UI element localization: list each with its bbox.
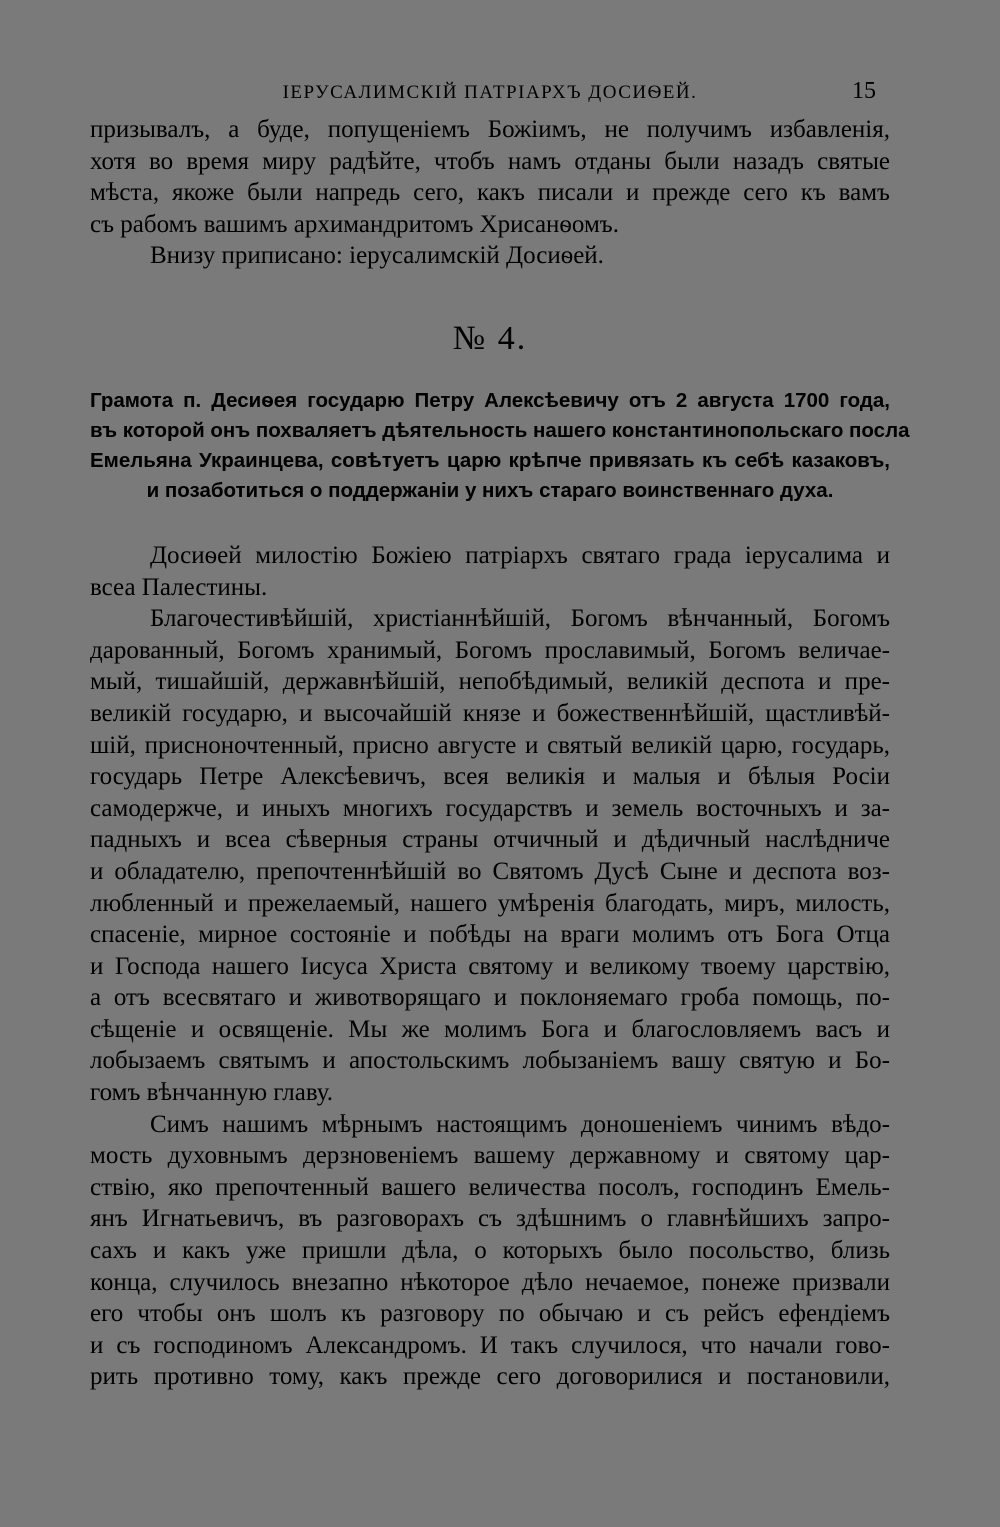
titles-paragraph <box>90 603 890 1109</box>
section-number: № 4. <box>452 319 528 357</box>
text-line: и Господа нашего Іисуса Христа святому и великому твоему царствію, <box>90 952 890 980</box>
text-line: Досиѳей милостію Божіею патріархъ святаго града іерусалима и <box>150 541 890 569</box>
summary-line: Емельяна Украинцева, совѣтуетъ царю крѣпче привязать къ себѣ казаковъ, <box>90 448 890 472</box>
text-line: его чтобы онъ шолъ къ разговору по обычаю и съ рейсъ ефендіемъ <box>90 1300 890 1328</box>
document-summary <box>90 386 910 506</box>
salutation-paragraph <box>90 540 890 603</box>
document-page <box>90 78 910 1393</box>
text-line: мѣста, якоже были напредь сего, какъ писали и прежде сего къ вамъ <box>90 179 890 207</box>
text-line: а отъ всесвятаго и животворящаго и поклоняемаго гроба помощь, по- <box>90 984 890 1012</box>
text-line: съ рабомъ вашимъ архимандритомъ Хрисанѳомъ. <box>90 210 619 238</box>
summary-line: и позаботиться о поддержаніи у нихъ стараго воинственнаго духа. <box>146 478 834 502</box>
text-line: всеа Палестины. <box>90 573 268 601</box>
text-line: Симъ нашимъ мѣрнымъ настоящимъ доношеніемъ чинимъ вѣдо- <box>150 1110 890 1138</box>
intro-paragraph <box>90 114 890 272</box>
text-line: и съ господиномъ Александромъ. И такъ случилося, что начали гово- <box>90 1331 890 1359</box>
text-line: падныхъ и всеа сѣверныя страны отчичный и дѣдичный наслѣдниче <box>90 826 890 854</box>
text-line: самодержче, и иныхъ многихъ государствъ и земель восточныхъ и за- <box>90 794 890 822</box>
text-line: Благочестивѣйшій, христіаннѣйшій, Богомъ вѣнчанный, Богомъ <box>150 605 890 633</box>
running-header <box>90 78 890 114</box>
summary-line: въ которой онъ похваляетъ дѣятельность нашего константинопольскаго посла <box>90 418 910 442</box>
text-line: дарованный, Богомъ хранимый, Богомъ прославимый, Богомъ величае- <box>90 636 890 664</box>
text-line: государь Петре Алексѣевичъ, всея великія и малыя и бѣлыя Росіи <box>90 763 890 791</box>
summary-line: Грамота п. Десиѳея государю Петру Алексѣевичу отъ 2 августа 1700 года, <box>90 388 890 412</box>
text-line: призывалъ, а буде, попущеніемъ Божіимъ, не получимъ избавленія, <box>90 116 890 143</box>
text-line: мость духовнымъ дерзновеніемъ вашему державному и святому цар- <box>90 1142 890 1170</box>
text-line: шій, присноночтенный, присно августе и святый великій царю, государь, <box>90 731 890 759</box>
text-line: ствію, яко препочтенный вашего величества посолъ, господинъ Емель- <box>90 1173 890 1201</box>
text-line: сахъ и какъ уже пришли дѣла, о которыхъ было посольство, близь <box>90 1237 890 1265</box>
text-line: лобызаемъ святымъ и апостольскимъ лобызаніемъ вашу святую и Бо- <box>90 1047 890 1075</box>
running-title: ІЕРУСАЛИМСКІЙ ПАТРІАРХЪ ДОСИѲЕЙ. <box>282 82 698 103</box>
text-line: конца, случилось внезапно нѣкоторое дѣло нечаемое, понеже призвали <box>90 1268 890 1296</box>
report-paragraph <box>90 1109 890 1393</box>
page-number: 15 <box>852 78 876 104</box>
text-line: гомъ вѣнчанную главу. <box>90 1079 334 1107</box>
text-line: хотя во время миру радѣйте, чтобъ намъ отданы были назадъ святые <box>90 147 890 175</box>
text-line: янъ Игнатьевичъ, въ разговорахъ съ здѣшнимъ о главнѣйшихъ запро- <box>90 1205 890 1233</box>
text-line: любленный и прежелаемый, нашего умѣренія благодать, миръ, милость, <box>90 889 890 917</box>
text-line: спасеніе, мирное состояніе и побѣды на враги молимъ отъ Бога Отца <box>90 921 890 949</box>
postscript: Внизу приписано: іерусалимскій Досиѳей. <box>150 242 604 270</box>
text-line: и обладателю, препочтеннѣйшій во Святомъ Дусѣ Сыне и деспота воз- <box>90 857 890 885</box>
text-line: рить противно тому, какъ прежде сего договорилися и постановили, <box>90 1363 890 1391</box>
text-line: мый, тишайшій, державнѣйшій, непобѣдимый, великій деспота и пре- <box>90 668 890 696</box>
text-line: великій государю, и высочайшій князе и божественнѣйшій, щастливѣй- <box>90 699 890 727</box>
text-line: сѣщеніе и освященіе. Мы же молимъ Бога и благословляемъ васъ и <box>90 1015 890 1043</box>
